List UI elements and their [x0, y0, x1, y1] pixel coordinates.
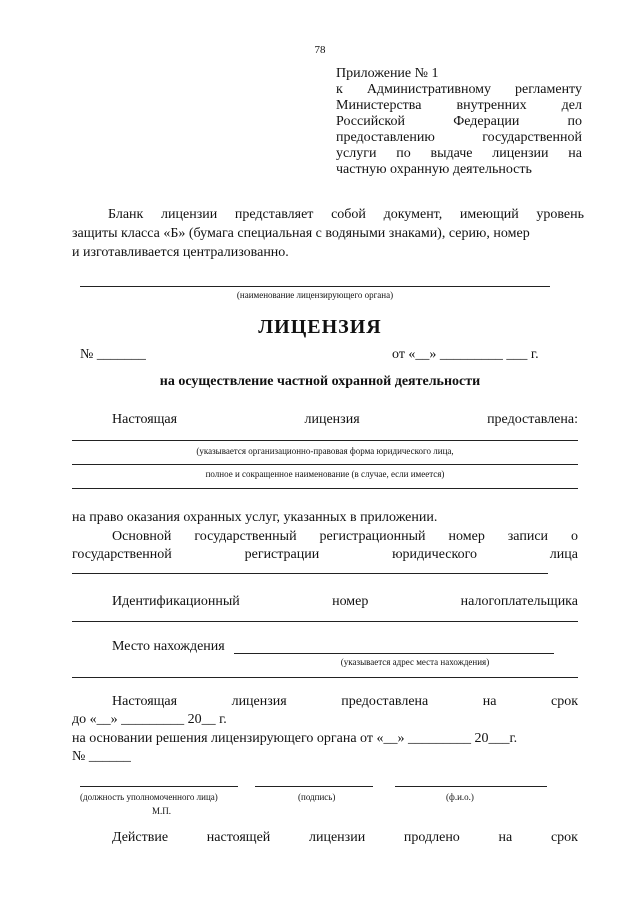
position-caption: (должность уполномоченного лица) — [80, 792, 218, 802]
appendix-line-3: Министерства внутренних дел — [336, 98, 582, 113]
term-line: Настоящая лицензия предоставлена на срок — [112, 694, 578, 709]
appendix-block — [336, 66, 582, 178]
intro-paragraph — [72, 205, 584, 262]
location-line — [234, 653, 554, 654]
appendix-line-5: предоставлению государственной — [336, 130, 582, 145]
appendix-line-4: Российской Федерации по — [336, 114, 582, 129]
license-date-field: от «__» _________ ___ г. — [392, 347, 539, 362]
license-number-field: № _______ — [80, 347, 146, 362]
license-title: ЛИЦЕНЗИЯ — [258, 316, 382, 338]
appendix-line-6: услуги по выдаче лицензии на — [336, 146, 582, 161]
intro-line-1: Бланк лицензии представляет собой документ, имеющий уровень — [108, 207, 584, 222]
granted-line: Настоящая лицензия предоставлена: — [112, 412, 578, 427]
org-name-line — [72, 464, 578, 465]
org-name-line-2 — [72, 488, 578, 489]
extension-line: Действие настоящей лицензии продлено на срок — [112, 830, 578, 845]
signature-line — [255, 786, 373, 787]
appendix-line-7: частную охранную деятельность — [336, 162, 532, 177]
page-number: 78 — [314, 44, 326, 56]
location-line-2 — [72, 677, 578, 678]
fio-line — [395, 786, 547, 787]
ogrn-line-2: государственной регистрации юридического лица — [72, 547, 578, 562]
authority-line — [80, 286, 550, 287]
stamp-label: М.П. — [152, 806, 172, 816]
location-caption: (указывается адрес места нахождения) — [340, 657, 490, 667]
location-label: Место нахождения — [112, 639, 225, 654]
inn-value-line — [72, 621, 578, 622]
license-subject: на осуществление частной охранной деятельности — [159, 374, 481, 389]
authority-caption: (наименование лицензирующего органа) — [236, 290, 394, 300]
position-line — [80, 786, 238, 787]
fio-caption: (ф.и.о.) — [446, 792, 474, 802]
decision-line: на основании решения лицензирующего органа от «__» _________ 20___г. — [72, 731, 518, 746]
term-until: до «__» _________ 20__ г. — [72, 712, 227, 727]
ogrn-line — [72, 573, 548, 574]
appendix-line-2: к Административному регламенту — [336, 82, 582, 97]
org-name-caption: полное и сокращенное наименование (в случае, если имеется) — [205, 469, 445, 479]
inn-line: Идентификационный номер налогоплательщика — [112, 594, 578, 609]
ogrn-line-1: Основной государственный регистрационный номер записи о — [112, 529, 578, 544]
intro-line-2: защиты класса «Б» (бумага специальная с водяными знаками), серию, номер — [72, 226, 530, 241]
org-form-line — [72, 440, 578, 441]
signature-caption: (подпись) — [298, 792, 336, 802]
intro-line-3: и изготавливается централизованно. — [72, 245, 289, 260]
appendix-line-1: Приложение № 1 — [336, 66, 439, 81]
services-line: на право оказания охранных услуг, указанных в приложении. — [72, 510, 438, 525]
org-form-caption: (указывается организационно-правовая форма юридического лица, — [196, 446, 454, 456]
decision-number: № ______ — [72, 749, 131, 764]
